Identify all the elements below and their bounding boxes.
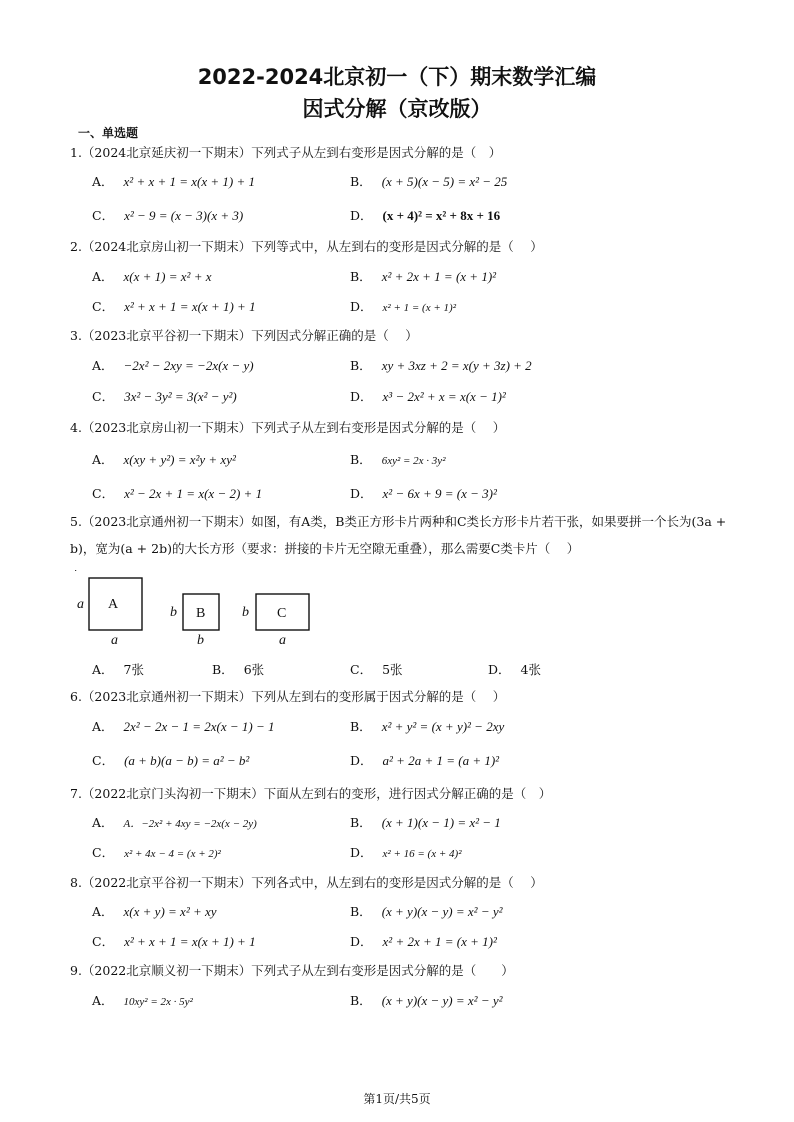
card-a-side-label: a [77,597,84,612]
option-expression: x² − 9 = (x − 3)(x + 3) [124,208,244,223]
option-letter: A． [92,174,114,189]
question-7-option-d[interactable] [350,843,462,861]
question-5-stem: 5.（2023北京通州初一下期末）如图，有A类，B类正方形卡片两种和C类长方形卡片若干张，如果要拼一个长为(3a + b)，宽为(a + 2b)的大长方形（要求：拼接的卡片无空隙无重叠），那么需要C类卡片（ ） [70,514,727,556]
card-a-name: A [108,597,119,612]
question-4-option-d[interactable] [350,484,497,502]
option-expression: 5张 [382,662,403,677]
figure-mark: · [74,570,78,577]
option-expression: A．−2x² + 4xy = −2x(x − 2y) [123,818,257,830]
option-expression: (x + 1)(x − 1) = x² − 1 [381,815,501,830]
option-letter: A． [92,358,114,373]
question-6-stem: 6.（2023北京通州初一下期末）下列从左到右的变形属于因式分解的是（ ） [70,689,506,704]
question-7-stem: 7.（2022北京门头沟初一下期末）下面从左到右的变形，进行因式分解正确的是（ ） [70,786,552,801]
question-4-stem: 4.（2023北京房山初一下期末）下列式子从左到右变形是因式分解的是（ ） [70,420,506,435]
option-letter: C． [92,486,115,501]
option-expression: (x + 4)² = x² + 8x + 16 [382,208,501,223]
option-letter: C． [92,934,115,949]
question-7-option-b[interactable] [350,813,501,831]
option-letter: D． [350,845,373,860]
card-a-bottom-label: a [111,633,118,648]
card-c-side-label: b [242,605,249,620]
question-2-option-d[interactable] [350,297,456,315]
option-expression: x² + y² = (x + y)² − 2xy [381,719,505,734]
question-3-option-a[interactable] [92,356,254,374]
option-letter: C． [92,389,115,404]
option-expression: (x + y)(x − y) = x² − y² [381,993,503,1008]
option-letter: D． [350,299,373,314]
option-expression: x² + 16 = (x + 4)² [382,848,462,860]
option-letter: B． [350,904,372,919]
question-5-option-a[interactable] [92,660,144,678]
question-8-stem: 8.（2022北京平谷初一下期末）下列各式中，从左到右的变形是因式分解的是（ ） [70,875,543,890]
question-1-option-c[interactable] [92,206,243,224]
option-letter: B． [350,358,372,373]
question-3-option-c[interactable] [92,387,237,405]
option-letter: A． [92,662,114,677]
option-expression: (x + y)(x − y) = x² − y² [381,904,503,919]
option-expression: (a + b)(a − b) = a² − b² [124,753,250,768]
question-8-option-a[interactable] [92,902,217,920]
question-7-option-a[interactable] [92,813,257,831]
question-3-option-d[interactable] [350,387,506,405]
option-letter: C． [350,662,373,677]
question-3-stem: 3.（2023北京平谷初一下期末）下列因式分解正确的是（ ） [70,328,418,343]
card-c-bottom-label: a [279,633,286,648]
option-expression: x(xy + y²) = x²y + xy² [123,452,236,467]
option-expression: x³ − 2x² + x = x(x − 1)² [382,389,506,404]
option-expression: 7张 [123,662,144,677]
option-expression: x² + x + 1 = x(x + 1) + 1 [123,174,256,189]
option-expression: x² + 4x − 4 = (x + 2)² [124,848,221,860]
option-letter: B． [350,993,372,1008]
option-letter: D． [350,934,373,949]
page-footer: 第1页/共5页 [363,1092,431,1106]
option-expression: xy + 3xz + 2 = x(y + 3z) + 2 [381,358,532,373]
question-2-stem: 2.（2024北京房山初一下期末）下列等式中，从左到右的变形是因式分解的是（ ） [70,239,543,254]
option-letter: D． [488,662,511,677]
option-letter: B． [350,174,372,189]
option-expression: x² + x + 1 = x(x + 1) + 1 [124,934,256,949]
option-expression: 2x² − 2x − 1 = 2x(x − 1) − 1 [123,719,275,734]
question-5-option-d[interactable] [488,660,541,678]
option-letter: A． [92,452,114,467]
question-2-option-b[interactable] [350,267,496,285]
question-3-option-b[interactable] [350,356,532,374]
option-expression: 3x² − 3y² = 3(x² − y²) [124,389,237,404]
card-figure [0,570,794,650]
option-expression: x² + x + 1 = x(x + 1) + 1 [124,299,256,314]
option-letter: C． [92,753,115,768]
option-letter: B． [350,719,372,734]
option-expression: x(x + y) = x² + xy [123,904,217,919]
question-9-stem: 9.（2022北京顺义初一下期末）下列式子从左到右变形是因式分解的是（ ） [70,963,514,978]
option-letter: B． [350,452,372,467]
question-6-option-c[interactable] [92,751,249,769]
option-expression: x² + 2x + 1 = (x + 1)² [382,934,497,949]
question-8-option-d[interactable] [350,932,497,950]
option-expression: −2x² − 2xy = −2x(x − y) [123,358,254,373]
option-letter: A． [92,993,114,1008]
option-letter: B． [212,662,234,677]
section-heading: 一、单选题 [78,126,139,140]
question-9-option-b[interactable] [350,991,503,1009]
question-8-option-c[interactable] [92,932,256,950]
option-letter: D． [350,486,373,501]
page-title-line1: 2022-2024北京初一（下）期末数学汇编 [197,65,597,89]
option-letter: A． [92,719,114,734]
option-expression: 6xy² = 2x · 3y² [381,455,446,467]
option-letter: A． [92,269,114,284]
question-4-option-a[interactable] [92,450,236,468]
page-title-line2: 因式分解（京改版） [302,97,492,121]
option-expression: x² − 6x + 9 = (x − 3)² [382,486,497,501]
card-c-name: C [277,606,287,621]
option-expression: (x + 5)(x − 5) = x² − 25 [381,174,508,189]
question-1-stem: 1.（2024北京延庆初一下期末）下列式子从左到右变形是因式分解的是（ ） [70,145,502,160]
question-7-option-c[interactable] [92,843,221,861]
option-letter: B． [350,815,372,830]
question-1-option-d[interactable] [350,206,500,224]
question-2-option-c[interactable] [92,297,256,315]
question-5-option-b[interactable] [212,660,264,678]
card-b-bottom-label: b [197,633,204,648]
option-letter: C． [92,845,115,860]
card-b-name: B [196,606,206,621]
question-8-option-b[interactable] [350,902,503,920]
question-1-option-b[interactable] [350,172,507,190]
option-letter: A． [92,904,114,919]
option-expression: 6张 [243,662,265,677]
question-5-option-c[interactable] [350,660,403,678]
option-letter: D． [350,389,373,404]
question-9-option-a[interactable] [92,991,193,1009]
question-2-option-a[interactable] [92,267,211,285]
option-letter: B． [350,269,372,284]
option-expression: x² + 1 = (x + 1)² [382,302,456,314]
question-6-option-a[interactable] [92,717,275,735]
option-letter: C． [92,299,115,314]
question-4-option-c[interactable] [92,484,262,502]
option-letter: C． [92,208,115,223]
option-letter: D． [350,753,373,768]
option-expression: 4张 [520,662,541,677]
option-expression: a² + 2a + 1 = (a + 1)² [382,753,500,768]
option-expression: 10xy² = 2x · 5y² [123,996,193,1008]
card-b-side-label: b [170,605,177,620]
option-letter: A． [92,815,114,830]
option-letter: D． [350,208,373,223]
question-1-option-a[interactable] [92,172,255,190]
option-expression: x² + 2x + 1 = (x + 1)² [381,269,497,284]
question-4-option-b[interactable] [350,450,446,468]
option-expression: x² − 2x + 1 = x(x − 2) + 1 [124,486,263,501]
question-6-option-b[interactable] [350,717,504,735]
option-expression: x(x + 1) = x² + x [123,269,212,284]
question-6-option-d[interactable] [350,751,499,769]
